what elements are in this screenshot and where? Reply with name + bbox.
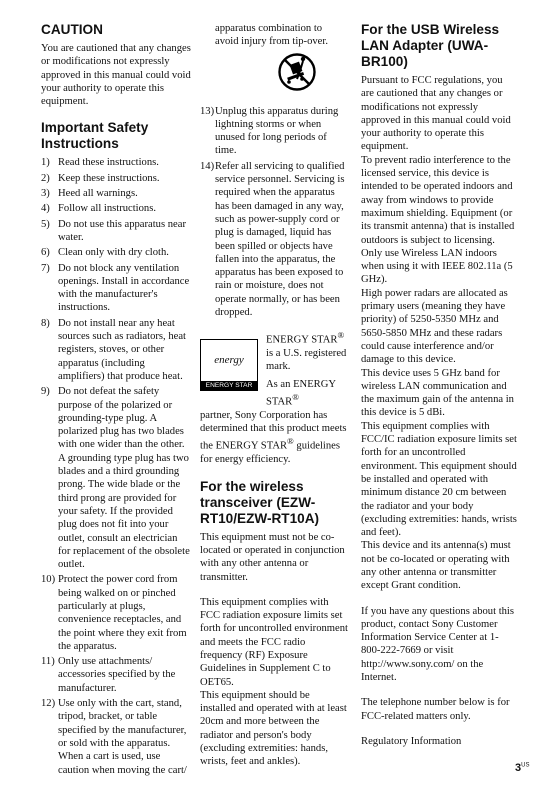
list-item: 9) Do not defeat the safety purpose of the polarized or grounding-type plug. A polarized plug has two blades with one wider than the other. A grounding type plug has two blades and a third grounding prong. The wide blade or the third prong are provided for your safety. If the provided plug does not fit into your outlet, consult an electrician for replacement of the obsolete outlet. [41,386,190,571]
caution-text: You are cautioned that any changes or modifications not expressly approved in this manual could void your authority to operate this equipment. [41,43,191,108]
list-item: 12) Use only with the cart, stand, tripod, bracket, or table specified by the manufacturer, or sold with the apparatus. When a cart is used, use caution when moving the cart/ [41,698,187,776]
usb-text-7: This device and its antenna(s) must not be co-located or operating with any other antenna or transmitter except Grant condition. [361,540,511,592]
page-number: $3^{US}$ [515,762,530,774]
energy-star-logo-script: energy [214,354,244,367]
usb-text-1: Pursuant to FCC regulations, you are cautioned that any changes or modifications not expressly approved in this manual could void your authority to operate this equipment. [361,75,511,153]
safety-list [41,156,191,776]
cart-tipover-warning-icon [277,49,317,95]
energy-star-logo [200,339,258,391]
column-middle [200,22,348,769]
transceiver-heading: For the wireless transceiver (EZW-RT10/EZW-RT10A) [200,478,320,526]
usb-text-2: To prevent radio interference to the licensed service, this device is intended to be operated indoors and away from windows to provide maximum shielding. Equipment (or its transmit antenna) that is installed outdoors is subject to licensing. [361,154,515,246]
energy-star-text-2b: partner, Sony Corporation has determined that this product meets the ENERGY STAR® guidelines for energy efficiency. [200,409,347,466]
usb-text-8: If you have any questions about this product, contact Sony Customer Information Service Center at 1-800-222-7669 or visit http://www.sony.com/ on the Internet. [361,605,514,684]
safety-list-continued [200,105,348,320]
list-item: 2) Keep these instructions. [41,172,160,184]
list-item: 8) Do not install near any heat sources such as radiators, heat registers, stoves, or other apparatus (including amplifiers) that produce heat. [41,317,186,382]
list-item: 13) Unplug this apparatus during lightning storms or when unused for long periods of time. [200,105,339,157]
list-item: 10) Protect the power cord from being walked on or pinched particularly at plugs, convenience receptacles, and the point where they exit from the apparatus. [41,574,187,652]
usb-text-9: The telephone number below is for FCC-related matters only. [361,697,510,722]
list-item: 4) Follow all instructions. [41,203,156,215]
usb-text-10: Regulatory Information [361,735,462,747]
list-item: 1) Read these instructions. [41,157,159,169]
list-item: 11) Only use attachments/ accessories specified by the manufacturer. [41,656,176,694]
usb-heading: For the USB Wireless LAN Adapter (UWA-BR100) [361,22,500,69]
safety-item-12-continued: apparatus combination to avoid injury from tip-over. [215,23,328,48]
transceiver-text-3: This equipment should be installed and operated with at least 20cm and more between the radiator and person's body (excluding extremities: hands, wrists, feet and ankles). [200,689,347,768]
energy-star-block [200,329,348,409]
energy-star-text-2a: As an ENERGY STAR® [266,378,336,408]
caution-heading: CAUTION [41,22,103,37]
usb-text-4: High power radars are allocated as primary users (meaning they have priority) of 5250-5350 MHz and 5650-5850 MHz and these radars could cause interference and/or damage to this device. [361,287,508,366]
usb-text-5: This device uses 5 GHz band for wireless LAN communication and the maximum gain of the antenna in this device is 5 dBi. [361,367,514,419]
list-item: 6) Clean only with dry cloth. [41,247,169,259]
safety-heading: Important Safety Instructions [41,120,149,152]
energy-star-logo-band: ENERGY STAR [201,381,257,390]
energy-star-text-1: ENERGY STAR® is a U.S. registered mark. [266,330,347,373]
column-left [41,22,191,779]
list-item: 3) Heed all warnings. [41,188,138,200]
list-item: 14) Refer all servicing to qualified service personnel. Servicing is required when the apparatus has been damaged in any way, such as power-supply cord or plug is damaged, liquid has been spilled or objects have fallen into the apparatus, the apparatus has been exposed to rain or moisture, does not operate normally, or has been dropped. [200,160,345,319]
list-item: 7) Do not block any ventilation openings. Install in accordance with the manufacturer's instructions. [41,262,190,314]
list-item: 5) Do not use this apparatus near water. [41,218,186,243]
transceiver-text-2: This equipment complies with FCC radiation exposure limits set forth for uncontrolled environment and meets the FCC radio frequency (RF) Exposure Guidelines in Supplement C to OET65. [200,596,348,688]
transceiver-text-1: This equipment must not be co-located or operated in conjunction with any other antenna or transmitter. [200,531,345,583]
usb-text-6: This equipment complies with FCC/IC radiation exposure limits set forth for an uncontrolled environment. This equipment should be installed and operated with minimum distance 20 cm between the radiator and your body (excluding extremities: hands, wrists and feet). [361,420,517,539]
usb-text-3: Only use Wireless LAN indoors when using it with IEEE 802.11a (5 GHz). [361,247,513,286]
column-right [361,22,518,748]
